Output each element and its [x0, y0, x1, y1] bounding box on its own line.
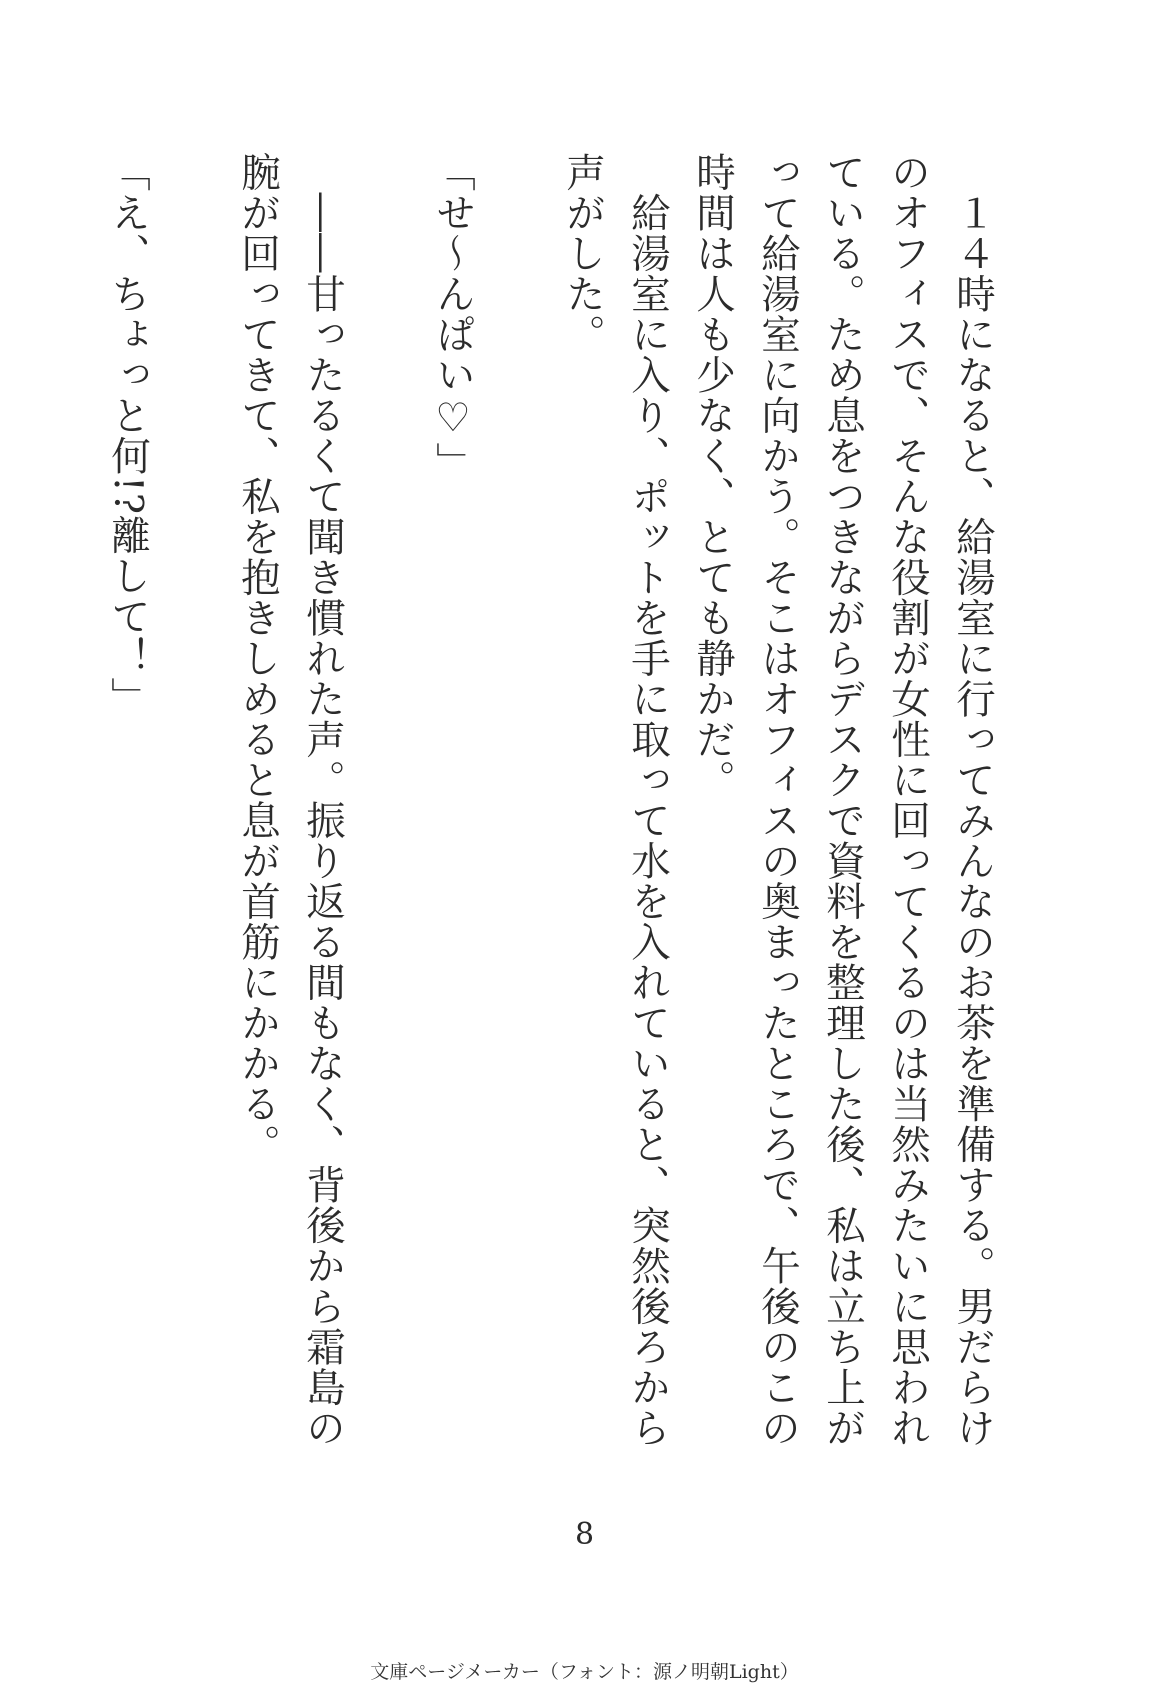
- dialogue-senpai: 「せ〜んぱい♡」: [430, 152, 476, 483]
- paragraph-2: 給湯室に入り、ポットを手に取って水を入れていると、突然後ろから声がした。: [560, 152, 671, 1448]
- blank-line: [160, 152, 225, 1452]
- footer-credit: 文庫ページメーカー（フォント：源ノ明朝Light）: [370, 1661, 799, 1683]
- page-number: 8: [574, 1517, 595, 1552]
- blank-line: [355, 152, 420, 1452]
- vertical-text-body: [105, 152, 1005, 1452]
- blank-line: [485, 152, 550, 1452]
- dialogue-protest: 「え、ちょっと何!?離して！」: [105, 152, 151, 718]
- paragraph-3: ――甘ったるくて聞き慣れた声。振り返る間もなく、背後から霜島の腕が回ってきて、私を抱きしめると息が首筋にかかる。: [235, 152, 346, 1448]
- paragraph-1: １４時になると、給湯室に行ってみんなのお茶を準備する。男だらけのオフィスで、そんな役割が女性に回ってくるのは当然みたいに思われている。ため息をつきながらデスクで資料を整理した後、私は立ち上がって給湯室に向かう。そこはオフィスの奥まったところで、午後のこの時間は人も少なく、とても静かだ。: [690, 152, 996, 1448]
